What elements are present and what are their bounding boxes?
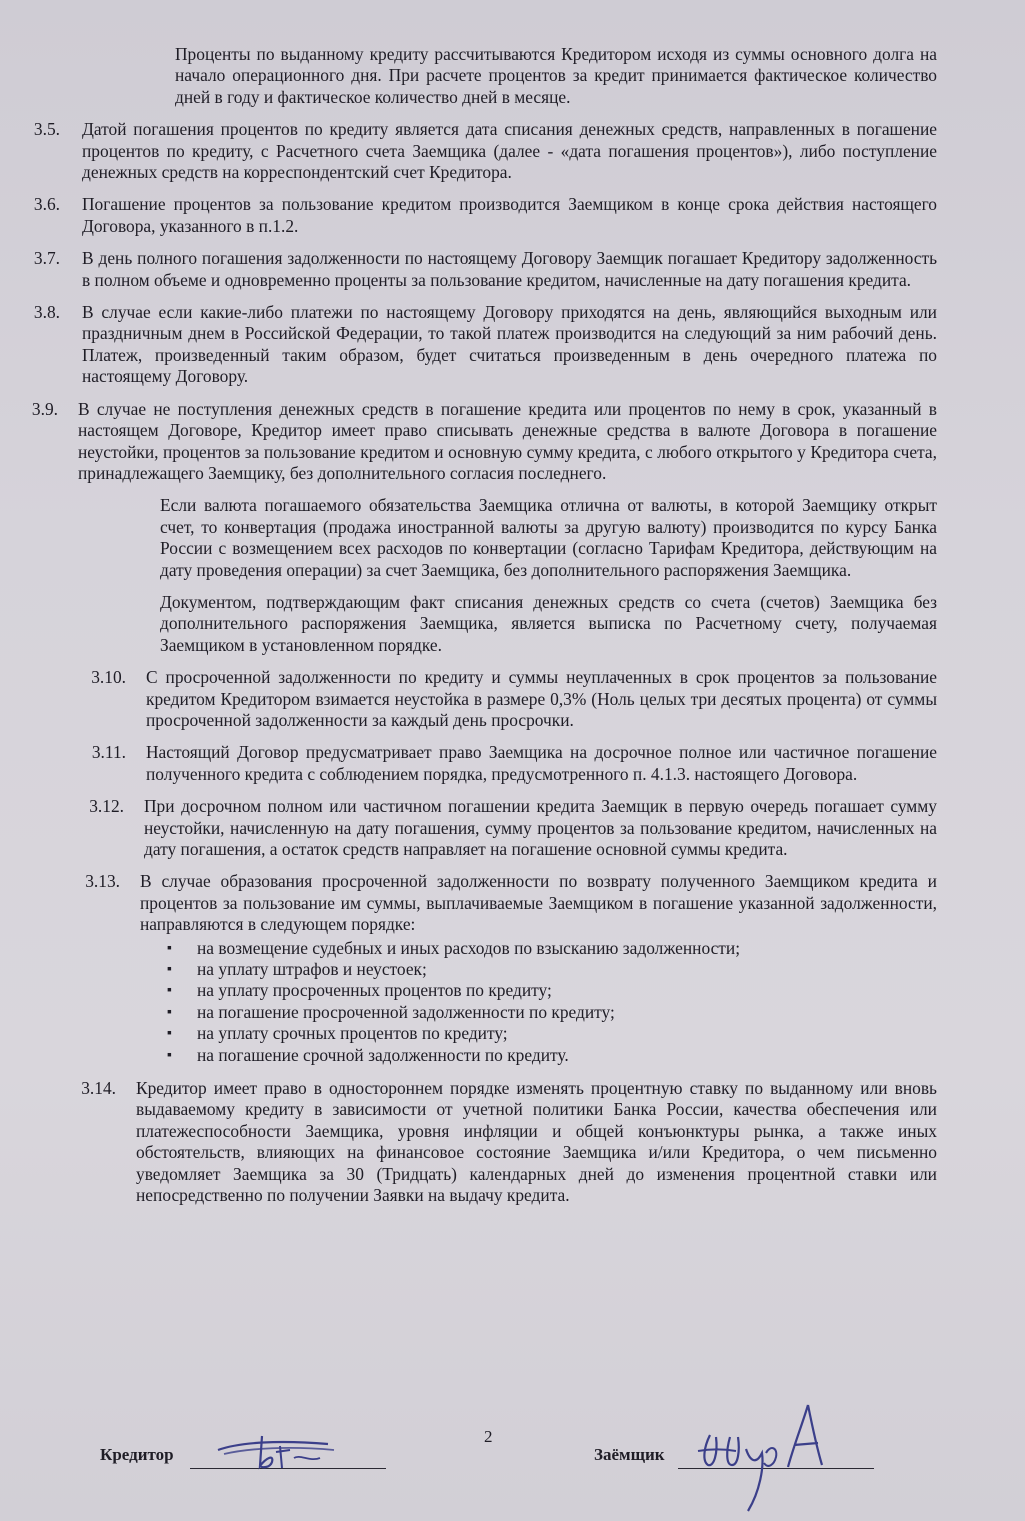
- repayment-order-list: [155, 938, 1025, 1066]
- section-3-9-statement-paragraph: Документом, подтверждающим факт списания денежных средств со счета (счетов) Заемщика без дополнительного распоряжения Заемщика, является выписка по Расчетному счету, получаемая Заемщиком в установленном порядке.: [160, 591, 937, 655]
- bullet-icon: ▪: [167, 940, 172, 956]
- creditor-label: Кредитор: [100, 1445, 174, 1464]
- section-text: С просроченной задолженности по кредиту и суммы неуплаченных в срок процентов за пользование кредитом Кредитором взимается неустойка в размере 0,3% (Ноль целых три десятых процента) от суммы просроченной задолженности за каждый день просрочки.: [146, 667, 937, 730]
- section-number: 3.7.: [33, 248, 60, 269]
- bullet-icon: ▪: [167, 962, 172, 978]
- section-3-14: [0, 1078, 1025, 1206]
- list-item: ▪ на уплату штрафов и неустоек;: [167, 959, 427, 980]
- section-3-10: [0, 667, 1025, 731]
- section-3-7: [0, 248, 1025, 291]
- section-text: При досрочном полном или частичном погашении кредита Заемщик в первую очередь погашает сумму неустойки, начисленную на дату погашения, сумму процентов за пользование кредитом, начисленных на дату погашения, а остаток средств направляет на погашение основной суммы кредита.: [144, 796, 937, 859]
- intro-paragraph: Проценты по выданному кредиту рассчитываются Кредитором исходя из суммы основного долга на начало операционного дня. При расчете процентов за кредит принимается фактическое количество дней в году и фактическое количество дней в месяце.: [175, 44, 937, 107]
- bullet-icon: ▪: [167, 1026, 172, 1042]
- section-3-5: [0, 119, 1025, 183]
- section-3-11: [0, 742, 1025, 785]
- section-text: Датой погашения процентов по кредиту является дата списания денежных средств, направленных в погашение процентов по кредиту, с Расчетного счета Заемщика (далее - «дата погашения процентов»), либо поступление денежных средств на корреспондентский счет Кредитора.: [82, 119, 937, 183]
- section-text: В день полного погашения задолженности по настоящему Договору Заемщик погашает Кредитору задолженность в полном объеме и одновременно проценты за пользование кредитом, начисленные на дату погашения кредита.: [82, 248, 937, 290]
- section-number: 3.14.: [81, 1078, 116, 1099]
- page-number: 2: [484, 1427, 493, 1446]
- section-number: 3.11.: [91, 742, 126, 763]
- section-text: Кредитор имеет право в одностороннем порядке изменять процентную ставку по выданному или вновь выдаваемому кредиту в зависимости от учетной политики Банка России, качества обеспечения или платежеспособности Заемщика, уровня инфляции и общей конъюнктуры рынка, а также иных обстоятельств, влияющих на финансовое состояние Заемщика и/или Кредитора, о чем письменно уведомляет Заемщика за 30 (Тридцать) календарных дней до изменения процентной ставки или непосредственно по получении Заявки на выдачу кредита.: [136, 1078, 937, 1206]
- bullet-icon: ▪: [167, 1047, 172, 1063]
- document-body: [0, 44, 1025, 1218]
- section-number: 3.13.: [85, 871, 120, 892]
- creditor-signature: [210, 1428, 350, 1478]
- section-text: В случае образования просроченной задолженности по возврату полученного Заемщиком кредита и процентов за пользование им суммы, выплачиваемые Заемщиком в погашение указанной задолженности, направляются в следующем порядке:: [140, 871, 937, 935]
- section-number: 3.5.: [33, 119, 60, 140]
- section-text: В случае если какие-либо платежи по настоящему Договору приходятся на день, являющийся выходным или праздничным днем в Российской Федерации, то такой платеж производится на следующий за ним рабочий день. Платеж, произведенный таким образом, будет считаться произведенным в день очередного платежа по настоящему Договору.: [82, 302, 937, 387]
- section-3-13: [0, 871, 1025, 935]
- section-3-8: [0, 302, 1025, 388]
- section-3-12: [0, 796, 1025, 860]
- section-number: 3.6.: [33, 194, 60, 215]
- section-text: В случае не поступления денежных средств в погашение кредита или процентов по нему в срок, указанный в настоящем Договоре, Кредитор имеет право списывать денежные средства в валюте Договора в погашение неустойки, процентов за пользование кредитом и основную сумму кредита, с любого открытого у Кредитора счета, принадлежащего Заемщику, без дополнительного согласия последнего.: [78, 398, 937, 483]
- list-item: ▪ на уплату просроченных процентов по кредиту;: [167, 980, 552, 1001]
- list-item: ▪ на погашение просроченной задолженности по кредиту;: [167, 1001, 615, 1022]
- list-item: ▪ на возмещение судебных и иных расходов по взысканию задолженности;: [167, 937, 741, 958]
- signature-footer: [0, 1400, 1025, 1521]
- borrower-signature: [690, 1395, 840, 1515]
- section-number: 3.9.: [31, 398, 58, 419]
- section-text: Настоящий Договор предусматривает право Заемщика на досрочное полное или частичное погашение полученного кредита с соблюдением порядка, предусмотренного п. 4.1.3. настоящего Договора.: [146, 742, 937, 784]
- section-number: 3.10.: [91, 667, 126, 688]
- section-number: 3.8.: [33, 302, 60, 323]
- section-text: Погашение процентов за пользование кредитом производится Заемщиком в конце срока действия настоящего Договора, указанного в п.1.2.: [82, 194, 937, 236]
- list-item: ▪ на погашение срочной задолженности по кредиту.: [167, 1044, 569, 1065]
- section-number: 3.12.: [89, 796, 124, 817]
- borrower-label: Заёмщик: [594, 1445, 665, 1464]
- bullet-icon: ▪: [167, 1004, 172, 1020]
- list-item: ▪ на уплату срочных процентов по кредиту;: [167, 1023, 508, 1044]
- section-3-6: [0, 194, 1025, 237]
- bullet-icon: ▪: [167, 983, 172, 999]
- section-3-9-currency-paragraph: Если валюта погашаемого обязательства Заемщика отлична от валюты, в которой Заемщику открыт счет, то конвертация (продажа иностранной валюты за другую валюту) производится по курсу Банка России с возмещением всех расходов по конвертации (согласно Тарифам Кредитора, действующим на дату проведения операции) за счет Заемщика, без дополнительного распоряжения Заемщика.: [160, 495, 937, 580]
- section-3-9: [0, 399, 1025, 485]
